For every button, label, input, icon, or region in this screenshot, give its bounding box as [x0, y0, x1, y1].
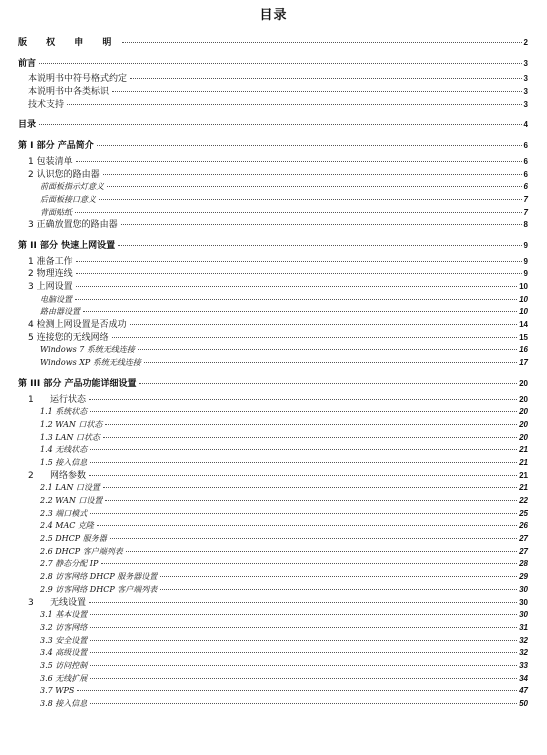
toc-entry-label: 1 包装清单: [28, 156, 73, 167]
dot-leader: [90, 513, 517, 514]
toc-entry-label: 目录: [18, 120, 37, 131]
toc-entry[interactable]: [18, 119, 528, 132]
toc-entry-label: Windows 7 系统无线连接: [40, 345, 135, 355]
toc-entry-label: 3.3 安全设置: [40, 635, 88, 645]
dot-leader: [107, 186, 522, 187]
toc-entry[interactable]: [18, 207, 528, 220]
toc-entry-page: 20: [519, 432, 528, 442]
dot-leader: [39, 63, 522, 64]
toc-entry-page: 32: [519, 635, 528, 645]
dot-leader: [90, 411, 517, 412]
toc-entry-page: 17: [519, 358, 528, 368]
toc-entry-label: 2.2 WAN 口设置: [40, 496, 103, 505]
toc-entry[interactable]: [18, 495, 528, 508]
toc-entry-label: 2 认识您的路由器: [28, 169, 100, 180]
toc-entry[interactable]: [18, 86, 528, 99]
toc-entry-page: 27: [519, 546, 528, 556]
toc-entry-label: 1.2 WAN 口状态: [40, 419, 103, 429]
dot-leader: [89, 602, 517, 603]
toc-entry-label: 第 II 部分 快速上网设置: [18, 240, 116, 251]
dot-leader: [90, 703, 517, 704]
dot-leader: [75, 299, 517, 300]
toc-entry-label: 网络参数: [50, 470, 87, 481]
toc-entry-page: 20: [519, 394, 528, 404]
toc-entry-label: 版 权 申 明: [18, 38, 120, 48]
dot-leader: [89, 399, 517, 400]
toc-entry-label: Windows XP 系统无线连接: [40, 358, 141, 368]
toc-entry[interactable]: [18, 457, 528, 470]
toc-entry[interactable]: [18, 432, 528, 445]
toc-entry[interactable]: [18, 673, 528, 686]
toc-entry-page: 32: [519, 648, 528, 658]
toc-entry[interactable]: [18, 419, 528, 432]
toc-entry-page: 31: [519, 622, 528, 632]
toc-entry-label: 前言: [18, 58, 37, 69]
toc-entry-page: 7: [523, 194, 528, 204]
toc-entry[interactable]: [18, 546, 528, 559]
toc-entry-page: 22: [519, 496, 528, 505]
dot-leader: [139, 383, 517, 384]
dot-leader: [90, 627, 517, 628]
dot-leader: [90, 652, 517, 653]
dot-leader: [118, 245, 521, 246]
toc-entry-page: 50: [519, 699, 528, 708]
toc-entry[interactable]: [18, 240, 528, 253]
toc-entry-page: 10: [519, 294, 528, 304]
dot-leader: [130, 324, 518, 325]
toc-entry-label: 路由器设置: [40, 307, 80, 317]
toc-entry[interactable]: [18, 268, 528, 281]
dot-leader: [83, 311, 517, 312]
toc-entry-label: 3.1 基本设置: [40, 610, 88, 620]
toc-entry-number: 1: [28, 394, 34, 405]
toc-entry-number: 3: [28, 597, 34, 608]
toc-entry-page: 14: [519, 320, 528, 330]
toc-entry-page: 8: [523, 220, 528, 230]
toc-entry[interactable]: [18, 482, 528, 495]
toc-entry[interactable]: [18, 58, 528, 71]
toc-entry-page: 16: [519, 345, 528, 355]
toc-entry[interactable]: [18, 140, 528, 153]
toc-entry-label: 3 正确放置您的路由器: [28, 220, 118, 231]
toc-entry[interactable]: [18, 332, 528, 345]
dot-leader: [39, 124, 522, 125]
dot-leader: [144, 362, 517, 363]
dot-leader: [97, 145, 522, 146]
toc-entry-label: 本说明书中各类标识: [28, 87, 110, 98]
dot-leader: [101, 563, 517, 564]
toc-entry-label: 2.7 静态分配 IP: [40, 559, 99, 569]
toc-entry[interactable]: [18, 294, 528, 307]
toc-entry-page: 3: [523, 87, 528, 97]
dot-leader: [90, 678, 517, 679]
toc-entry-page: 30: [519, 597, 528, 607]
toc-entry-label: 1.4 无线状态: [40, 445, 88, 455]
toc-entry[interactable]: [18, 306, 528, 319]
toc-entry-page: 26: [519, 521, 528, 531]
dot-leader: [77, 690, 517, 691]
toc-entry-page: 20: [519, 378, 528, 388]
toc-entry-label: 5 连接您的无线网络: [28, 332, 109, 343]
toc-entry-label: 3.6 无线扩展: [40, 673, 88, 683]
dot-leader: [121, 224, 522, 225]
dot-leader: [90, 462, 517, 463]
toc-entry[interactable]: [18, 181, 528, 194]
dot-leader: [105, 500, 517, 501]
dot-leader: [90, 614, 517, 615]
dot-leader: [97, 525, 517, 526]
dot-leader: [160, 589, 517, 590]
toc-entry[interactable]: [18, 344, 528, 357]
toc-entry-page: 2: [523, 38, 528, 47]
toc-entry-label: 前面板指示灯意义: [40, 182, 104, 192]
dot-leader: [99, 199, 522, 200]
toc-entry-page: 6: [523, 182, 528, 192]
toc-entry-label: 无线设置: [50, 597, 87, 608]
dot-leader: [75, 212, 522, 213]
toc-entry[interactable]: [18, 470, 528, 483]
toc-entry[interactable]: [18, 444, 528, 457]
toc-entry-page: 3: [523, 74, 528, 84]
toc-entry-label: 背面贴纸: [40, 207, 72, 217]
toc-entry[interactable]: [18, 219, 528, 232]
toc-entry[interactable]: [18, 508, 528, 521]
toc-entry[interactable]: [18, 597, 528, 610]
dot-leader: [122, 42, 521, 43]
toc-entry-label: 电脑设置: [40, 294, 72, 304]
dot-leader: [67, 104, 522, 105]
toc-entry[interactable]: [18, 698, 528, 711]
toc-entry[interactable]: [18, 609, 528, 622]
toc-entry-label: 技术支持: [28, 99, 65, 110]
toc-entry[interactable]: [18, 99, 528, 112]
toc-entry[interactable]: [18, 647, 528, 660]
toc-entry-label: 4 检测上网设置是否成功: [28, 320, 127, 331]
dot-leader: [76, 261, 522, 262]
dot-leader: [90, 640, 517, 641]
toc-entry-page: 3: [523, 58, 528, 68]
toc-entry-page: 21: [519, 483, 528, 493]
toc-entry-page: 3: [523, 99, 528, 109]
toc-entry-label: 第 III 部分 产品功能详细设置: [18, 378, 137, 389]
toc-entry-label: 3 上网设置: [28, 282, 73, 292]
toc-entry-page: 33: [519, 660, 528, 670]
dot-leader: [112, 91, 522, 92]
toc-entry[interactable]: [18, 406, 528, 419]
toc-entry-page: 27: [519, 534, 528, 544]
page-title: 目录: [259, 8, 288, 23]
toc-entry-label: 后面板接口意义: [40, 194, 96, 204]
toc-entry-number: 2: [28, 470, 34, 481]
dot-leader: [103, 487, 517, 488]
toc-entry-label: 3.7 WPS: [40, 686, 75, 696]
toc-entry-label: 3.8 接入信息: [40, 699, 88, 708]
toc-entry[interactable]: [18, 256, 528, 269]
toc-entry-label: 2.8 访客网络 DHCP 服务器设置: [40, 572, 158, 582]
toc-entry-page: 21: [519, 457, 528, 467]
dot-leader: [76, 286, 518, 287]
toc-entry[interactable]: [18, 319, 528, 332]
toc-entry[interactable]: [18, 378, 528, 391]
dot-leader: [90, 449, 517, 450]
toc-entry-page: 28: [519, 559, 528, 569]
toc-entry-label: 3.4 高级设置: [40, 648, 88, 658]
toc-entry-label: 本说明书中符号格式约定: [28, 74, 128, 85]
toc-entry-label: 2.5 DHCP 服务器: [40, 534, 107, 544]
toc-entry-label: 2.6 DHCP 客户端列表: [40, 546, 123, 556]
toc-entry-page: 25: [519, 508, 528, 518]
toc-entry-page: 4: [523, 120, 528, 130]
toc-entry[interactable]: [18, 394, 528, 407]
toc-entry[interactable]: [18, 533, 528, 546]
toc-entry[interactable]: [18, 37, 528, 50]
toc-entry-label: 3.2 访客网络: [40, 622, 88, 632]
toc-entry-page: 9: [523, 269, 528, 279]
toc-entry-page: 47: [519, 686, 528, 696]
dot-leader: [130, 78, 522, 79]
toc-entry-page: 6: [523, 169, 528, 179]
toc-entry-label: 1.1 系统状态: [40, 407, 88, 417]
toc-entry-page: 21: [519, 445, 528, 455]
toc-entry[interactable]: [18, 194, 528, 207]
toc-entry-page: 10: [519, 307, 528, 317]
toc-entry[interactable]: [18, 571, 528, 584]
toc-entry[interactable]: [18, 558, 528, 571]
toc-entry[interactable]: [18, 357, 528, 370]
dot-leader: [110, 538, 517, 539]
dot-leader: [90, 665, 517, 666]
dot-leader: [103, 174, 522, 175]
toc-entry[interactable]: [18, 520, 528, 533]
toc-entry[interactable]: [18, 660, 528, 673]
toc-entry-label: 第 I 部分 产品简介: [18, 141, 94, 152]
dot-leader: [105, 424, 517, 425]
toc-entry-page: 34: [519, 673, 528, 683]
dot-leader: [103, 437, 517, 438]
toc-entry-page: 30: [519, 584, 528, 594]
toc-entry[interactable]: [18, 281, 528, 294]
toc-entry-page: 20: [519, 407, 528, 417]
toc-entry-page: 6: [523, 156, 528, 166]
toc-entry-page: 30: [519, 610, 528, 620]
toc-entry-page: 20: [519, 419, 528, 429]
toc-entry-page: 15: [519, 332, 528, 342]
toc-entry-label: 2.4 MAC 克隆: [40, 521, 94, 531]
table-of-contents: [18, 37, 528, 711]
dot-leader: [89, 475, 517, 476]
toc-entry-page: 9: [523, 256, 528, 266]
toc-entry-label: 3.5 访问控制: [40, 660, 88, 670]
toc-entry[interactable]: [18, 584, 528, 597]
toc-entry[interactable]: [18, 635, 528, 648]
toc-entry[interactable]: [18, 169, 528, 182]
toc-entry-label: 1.5 接入信息: [40, 457, 88, 467]
toc-entry-label: 2.9 访客网络 DHCP 客户端列表: [40, 584, 158, 594]
dot-leader: [76, 273, 522, 274]
toc-entry-label: 2 物理连线: [28, 269, 73, 280]
toc-entry-page: 21: [519, 470, 528, 480]
toc-entry-label: 2.1 LAN 口设置: [40, 483, 100, 493]
toc-entry-page: 7: [523, 207, 528, 217]
toc-entry[interactable]: [18, 622, 528, 635]
toc-entry[interactable]: [18, 73, 528, 86]
toc-entry-label: 2.3 端口模式: [40, 508, 88, 518]
dot-leader: [126, 551, 517, 552]
toc-entry[interactable]: [18, 156, 528, 169]
dot-leader: [138, 349, 517, 350]
toc-entry-page: 9: [523, 240, 528, 250]
toc-entry-label: 1 准备工作: [28, 256, 73, 267]
toc-entry-label: 运行状态: [50, 394, 87, 405]
toc-entry-page: 6: [523, 141, 528, 151]
toc-entry-page: 29: [519, 572, 528, 582]
dot-leader: [76, 161, 522, 162]
toc-entry[interactable]: [18, 685, 528, 698]
dot-leader: [112, 337, 518, 338]
toc-entry-page: 10: [519, 282, 528, 291]
toc-entry-label: 1.3 LAN 口状态: [40, 432, 100, 442]
dot-leader: [160, 576, 517, 577]
